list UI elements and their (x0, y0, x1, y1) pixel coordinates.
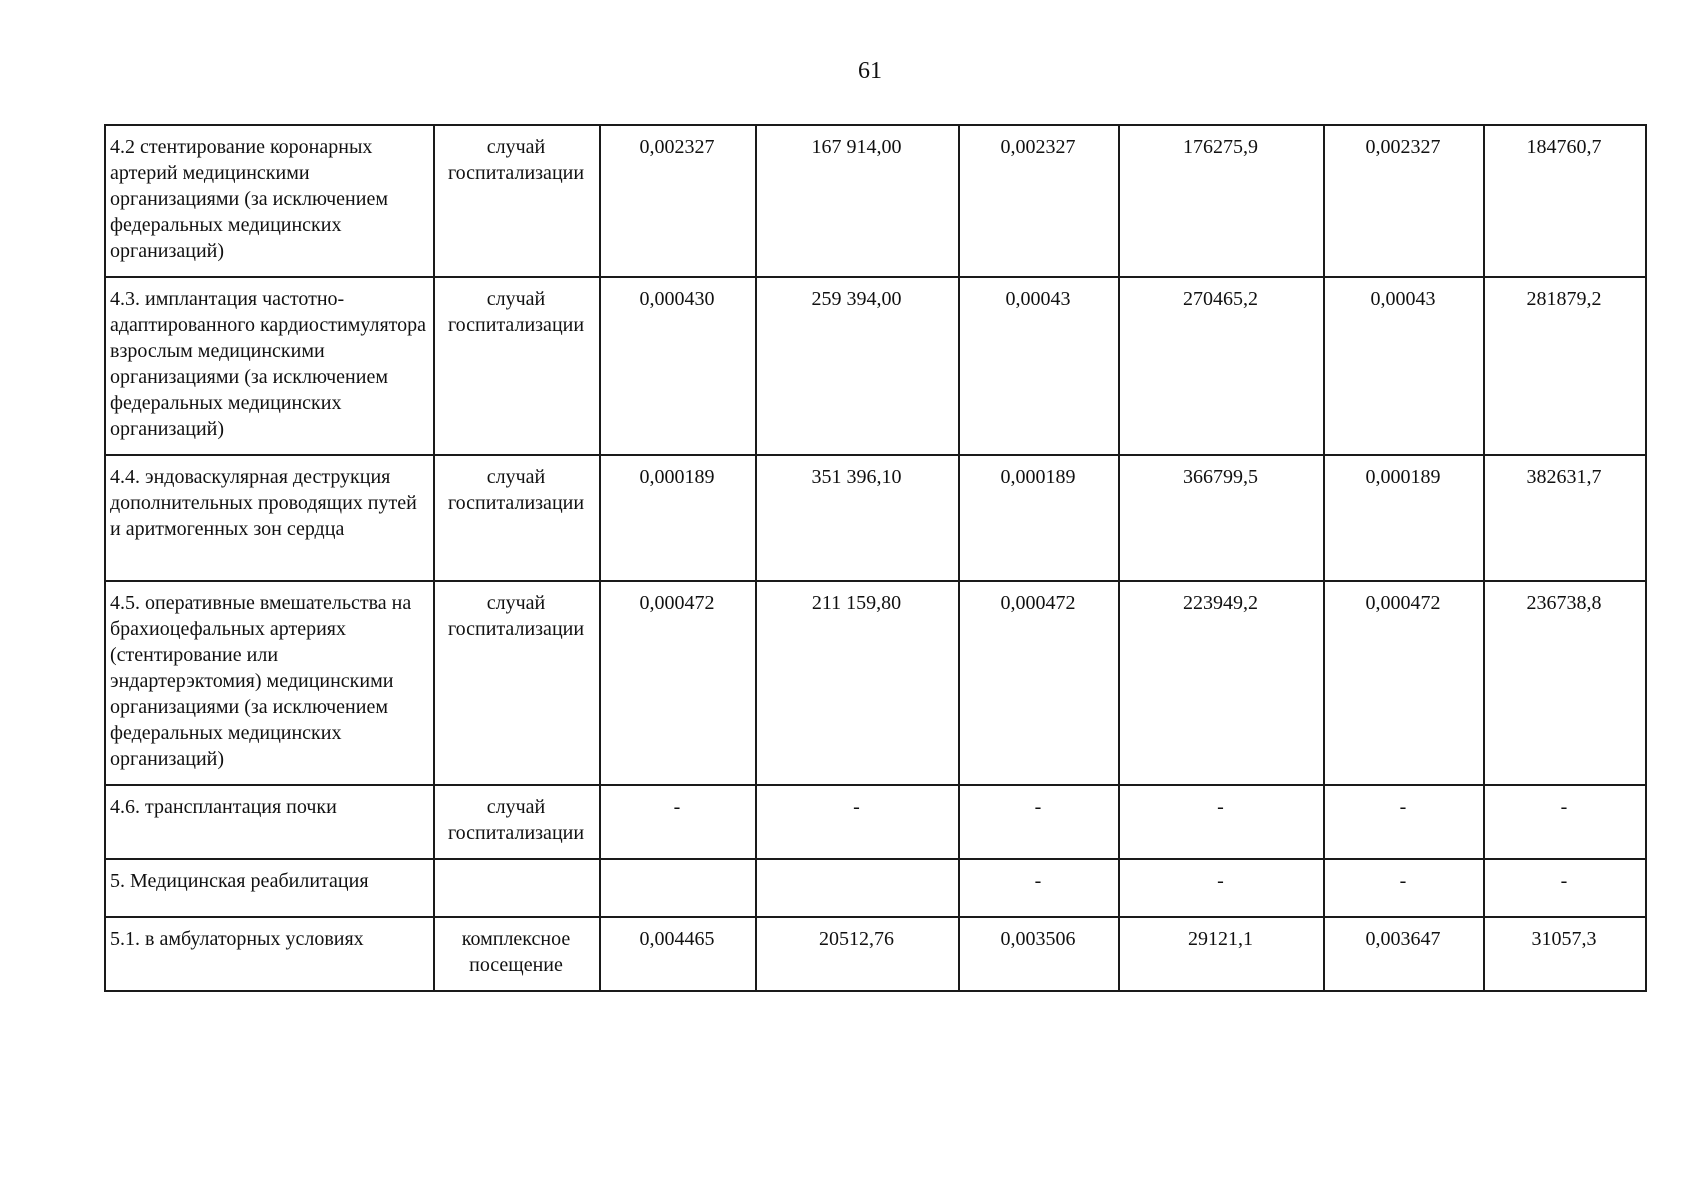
value-cell: 281879,2 (1484, 277, 1646, 455)
table-row (105, 785, 1646, 859)
value-cell: 20512,76 (756, 917, 959, 991)
table-row (105, 917, 1646, 991)
value-cell: 0,002327 (1324, 125, 1484, 277)
unit-cell: комплексное посещение (434, 917, 600, 991)
value-cell: 382631,7 (1484, 455, 1646, 581)
row-name-cell: 4.6. трансплантация почки (105, 785, 434, 859)
value-cell: 0,00043 (1324, 277, 1484, 455)
value-cell: - (756, 785, 959, 859)
value-cell: 0,000472 (1324, 581, 1484, 785)
value-cell: - (959, 859, 1119, 917)
value-cell: 236738,8 (1484, 581, 1646, 785)
value-cell: - (600, 785, 756, 859)
row-name-cell: 4.5. оперативные вмешательства на брахиоцефальных артериях (стентирование или эндартерэктомия) медицинскими организациями (за исключением федеральных медицинских организаций) (105, 581, 434, 785)
value-cell: 167 914,00 (756, 125, 959, 277)
table-row (105, 859, 1646, 917)
page-number: 61 (858, 58, 882, 84)
table-row (105, 581, 1646, 785)
value-cell: - (1119, 785, 1324, 859)
row-name-cell: 4.3. имплантация частотно-адаптированного кардиостимулятора взрослым медицинскими организациями (за исключением федеральных медицинских организаций) (105, 277, 434, 455)
table-row (105, 125, 1646, 277)
value-cell: 211 159,80 (756, 581, 959, 785)
unit-cell: случай госпитализации (434, 455, 600, 581)
value-cell: 0,000430 (600, 277, 756, 455)
value-cell: 0,003506 (959, 917, 1119, 991)
row-name-cell: 4.4. эндоваскулярная деструкция дополнительных проводящих путей и аритмогенных зон сердца (105, 455, 434, 581)
unit-cell: случай госпитализации (434, 125, 600, 277)
value-cell: 0,000189 (959, 455, 1119, 581)
value-cell: 0,002327 (959, 125, 1119, 277)
value-cell: 0,000189 (1324, 455, 1484, 581)
norms-table (104, 124, 1647, 992)
value-cell (756, 859, 959, 917)
table-row (105, 277, 1646, 455)
value-cell: - (1324, 785, 1484, 859)
value-cell: 0,003647 (1324, 917, 1484, 991)
row-name-cell: 5. Медицинская реабилитация (105, 859, 434, 917)
value-cell: 0,00043 (959, 277, 1119, 455)
value-cell: 0,004465 (600, 917, 756, 991)
value-cell: - (1119, 859, 1324, 917)
value-cell (600, 859, 756, 917)
value-cell: 0,000472 (959, 581, 1119, 785)
unit-cell (434, 859, 600, 917)
unit-cell: случай госпитализации (434, 581, 600, 785)
value-cell: 29121,1 (1119, 917, 1324, 991)
table-row (105, 455, 1646, 581)
unit-cell: случай госпитализации (434, 785, 600, 859)
value-cell: 184760,7 (1484, 125, 1646, 277)
value-cell: 0,000189 (600, 455, 756, 581)
value-cell: 31057,3 (1484, 917, 1646, 991)
value-cell: - (1484, 859, 1646, 917)
value-cell: 366799,5 (1119, 455, 1324, 581)
value-cell: 176275,9 (1119, 125, 1324, 277)
value-cell: 223949,2 (1119, 581, 1324, 785)
value-cell: 0,002327 (600, 125, 756, 277)
value-cell: - (959, 785, 1119, 859)
value-cell: - (1484, 785, 1646, 859)
value-cell: - (1324, 859, 1484, 917)
unit-cell: случай госпитализации (434, 277, 600, 455)
row-name-cell: 5.1. в амбулаторных условиях (105, 917, 434, 991)
row-name-cell: 4.2 стентирование коронарных артерий медицинскими организациями (за исключением федеральных медицинских организаций) (105, 125, 434, 277)
value-cell: 270465,2 (1119, 277, 1324, 455)
value-cell: 259 394,00 (756, 277, 959, 455)
value-cell: 0,000472 (600, 581, 756, 785)
value-cell: 351 396,10 (756, 455, 959, 581)
